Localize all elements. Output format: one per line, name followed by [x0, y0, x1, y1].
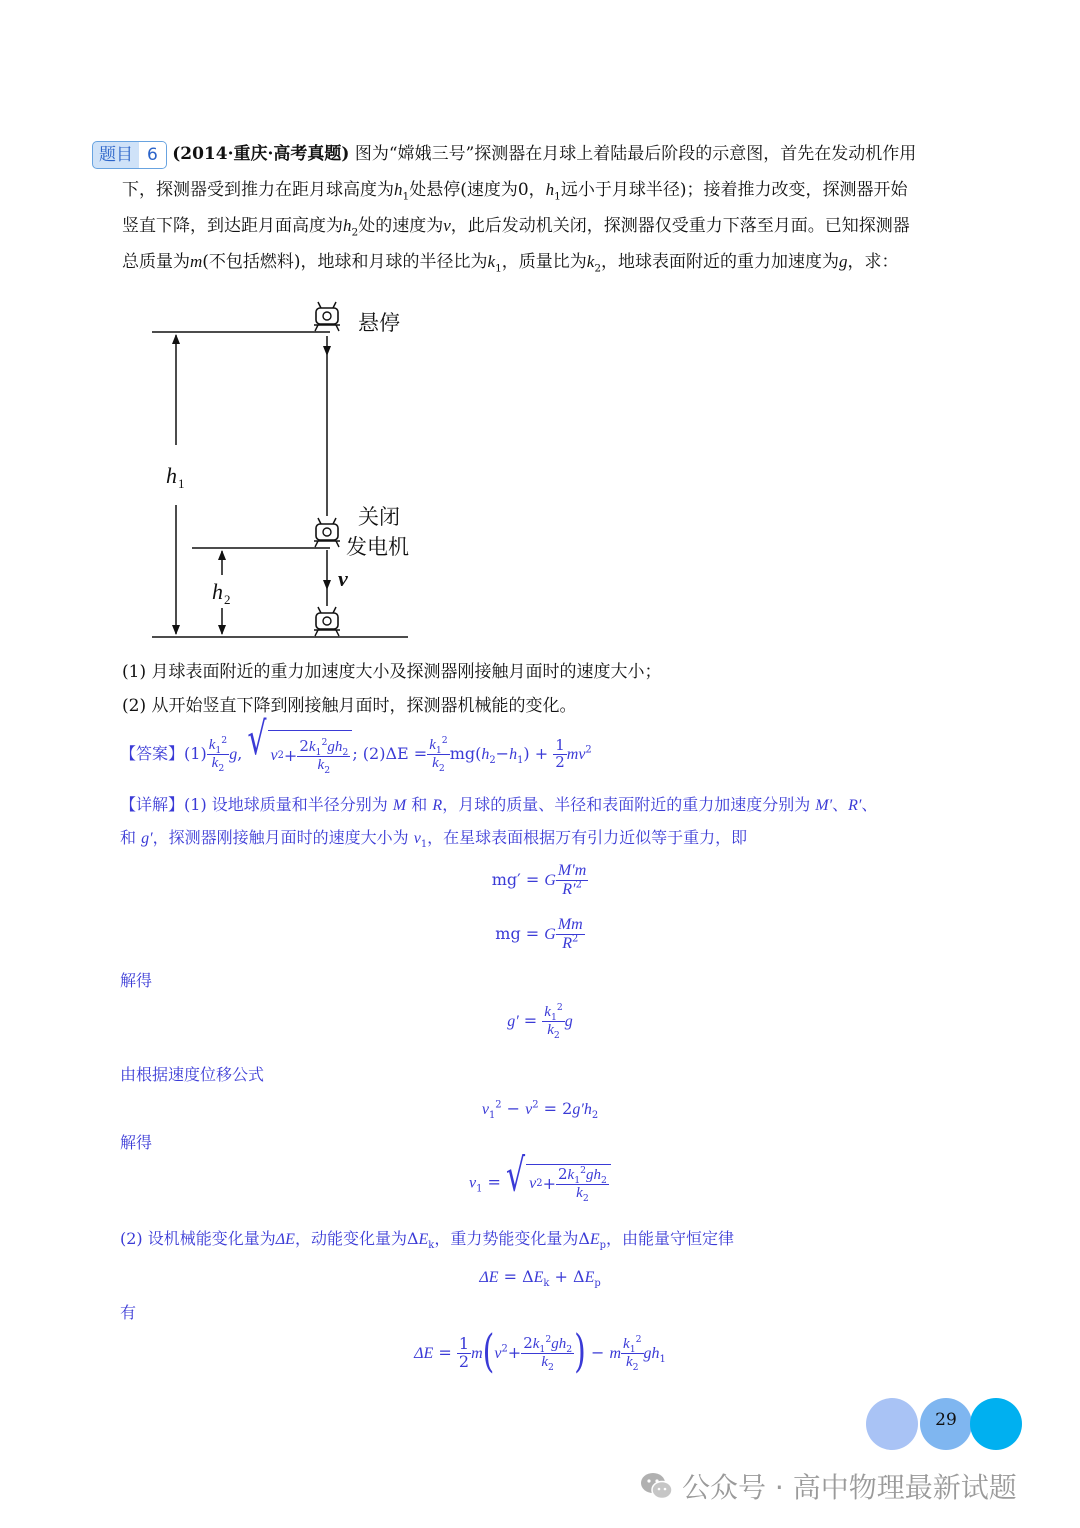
question-2: (2) 从开始竖直下降到刚接触月面时，探测器机械能的变化。 [122, 696, 577, 716]
problem-text-2a: 下，探测器受到推力在距月球高度为 [122, 180, 394, 200]
detail-you: 有 [120, 1303, 137, 1322]
detail-line-2: 和 g′，探测器刚接触月面时的速度大小为 $v_1$，在星球表面根据万有引力近似等于重力，即 [120, 828, 748, 851]
problem-line-2: 下，探测器受到推力在距月球高度为$h_1$处悬停(速度为0，$h_1$远小于月球半径)；接着推力改变，探测器开始 [122, 180, 908, 203]
detail-tag: 【详解】 [120, 795, 185, 814]
answer-part1: (1) [184, 744, 207, 763]
problem-text-3a: 竖直下降，到达距月面高度为 [122, 216, 343, 236]
badge-label: 题目 [99, 144, 133, 165]
problem-badge [92, 141, 167, 169]
wechat-icon [640, 1471, 674, 1501]
detail-text-1b: ，月球的质量、半径和表面附近的重力加速度分别为 [442, 795, 811, 814]
label-engine-off-1: 关闭 [358, 505, 400, 529]
problem-text-2b: 处悬停(速度为0， [409, 180, 546, 200]
problem-text-1: 图为“嫦娥三号”探测器在月球上着陆最后阶段的示意图，首先在发动机作用 [354, 144, 917, 164]
detail-part2-b: ，动能变化量为 [294, 1229, 407, 1248]
detail-text-1-and: 和 [411, 795, 428, 814]
page-number: 29 [935, 1410, 957, 1430]
probe-hover-icon [314, 302, 340, 331]
detail-text-2a: 和 [120, 828, 137, 847]
probe-engine-off-icon [314, 518, 340, 547]
detail-text-2b: ，探测器刚接触月面时的速度大小为 [152, 828, 409, 847]
label-h1: h [166, 463, 177, 488]
problem-line-4: 总质量为m(不包括燃料)，地球和月球的半径比为$k_1$，质量比为$k_2$，地球表面附近的重力加速度为g，求： [122, 252, 899, 275]
problem-text-4b: (不包括燃料)，地球和月球的半径比为 [202, 252, 488, 272]
detail-text-1: (1) 设地球质量和半径分别为 [184, 795, 388, 814]
detail-part2-a: (2) 设机械能变化量为 [120, 1229, 276, 1248]
equation-delta-e: ΔE = $\frac{1}{2}$ $m(v^2+$ $\frac{2k_1^2gh_2}{k_2}$ ) − m $\frac{k_1^2}{k_2}$ $gh_1$ [414, 1326, 666, 1379]
problem-text-4e: ，求： [847, 252, 899, 272]
answer-line: 【答案】(1) $\frac{k_1^2}{k_2}$ g, √ v 2 + $\frac{2k_1^2gh_2}{k_2}$ ; (2)ΔE = $\frac{k_1^2}{k_2}$ $mg(h_2-h_1)$ + $\frac{1}{2}$ $mv^2$ [120, 730, 592, 779]
equation-mg: mg = G $\frac{Mm}{R^2}$ [495, 916, 583, 952]
detail-line-1: 【详解】(1) 设地球质量和半径分别为 M 和 R，月球的质量、半径和表面附近的重力加速度分别为 M′、R′、 [120, 795, 878, 814]
probe-landed-icon [314, 607, 340, 636]
problem-text-3c: ，此后发动机关闭，探测器仅受重力下落至月面。已知探测器 [450, 216, 910, 236]
detail-velocity-formula: 由根据速度位移公式 [120, 1065, 265, 1084]
label-engine-off-2: 发电机 [346, 535, 409, 559]
watermark [640, 1466, 1017, 1506]
problem-text-3b: 处的速度为 [358, 216, 444, 236]
detail-jiede-2: 解得 [120, 1133, 153, 1152]
problem-text-2c: 远小于月球半径)；接着推力改变，探测器开始 [560, 180, 908, 200]
page-circle-left [866, 1398, 918, 1450]
equation-mg-prime: mg′ = G $\frac{M'm}{R'^2}$ [491, 862, 587, 898]
badge-number: 6 [139, 142, 166, 168]
problem-text-4d: ，地球表面附近的重力加速度为 [601, 252, 840, 272]
label-h2: h [212, 579, 223, 604]
detail-jiede-1: 解得 [120, 971, 153, 990]
problem-line-3: 竖直下降，到达距月面高度为$h_2$处的速度为v，此后发动机关闭，探测器仅受重力下落至月面。已知探测器 [122, 216, 910, 239]
detail-part2-line: (2) 设机械能变化量为ΔE，动能变化量为$\Delta E_k$，重力势能变化量为$\Delta E_p$，由能量守恒定律 [120, 1229, 735, 1252]
label-h1-sub: 1 [178, 476, 185, 491]
problem-text-4a: 总质量为 [122, 252, 190, 272]
label-v: v [338, 566, 348, 591]
equation-g-prime: g′ = $\frac{k_1^2}{k_2}$ g [507, 1002, 573, 1041]
descent-arrow-upper [323, 346, 331, 356]
question-1: (1) 月球表面附近的重力加速度大小及探测器刚接触月面时的速度大小； [122, 662, 662, 682]
label-hover: 悬停 [358, 311, 400, 335]
detail-part2-c: ，重力势能变化量为 [434, 1229, 579, 1248]
problem-text-4c: ，质量比为 [501, 252, 587, 272]
answer-tag: 【答案】 [120, 744, 185, 763]
label-h2-sub: 2 [224, 592, 231, 607]
equation-v1: $v_1$ = √ v 2 + $\frac{2k_1^2gh_2}{k_2}$ [0, 1164, 1080, 1202]
equation-energy-conservation: $\Delta E = \Delta E_k + \Delta E_p$ [479, 1267, 601, 1290]
problem-source: (2014·重庆·高考真题) [172, 144, 350, 164]
descent-arrow-lower [323, 580, 331, 590]
page-circle-right [970, 1398, 1022, 1450]
problem-line-1 [92, 136, 916, 172]
watermark-text: 公众号 · 高中物理最新试题 [682, 1471, 1017, 1504]
detail-text-2c: ，在星球表面根据万有引力近似等于重力，即 [427, 828, 748, 847]
landing-diagram [140, 290, 440, 650]
detail-part2-d: ，由能量守恒定律 [606, 1229, 735, 1248]
answer-part2: ; (2)ΔE = [352, 744, 428, 763]
equation-velocity: $v_1^2 - v^2 = 2g'h_2$ [481, 1099, 599, 1122]
